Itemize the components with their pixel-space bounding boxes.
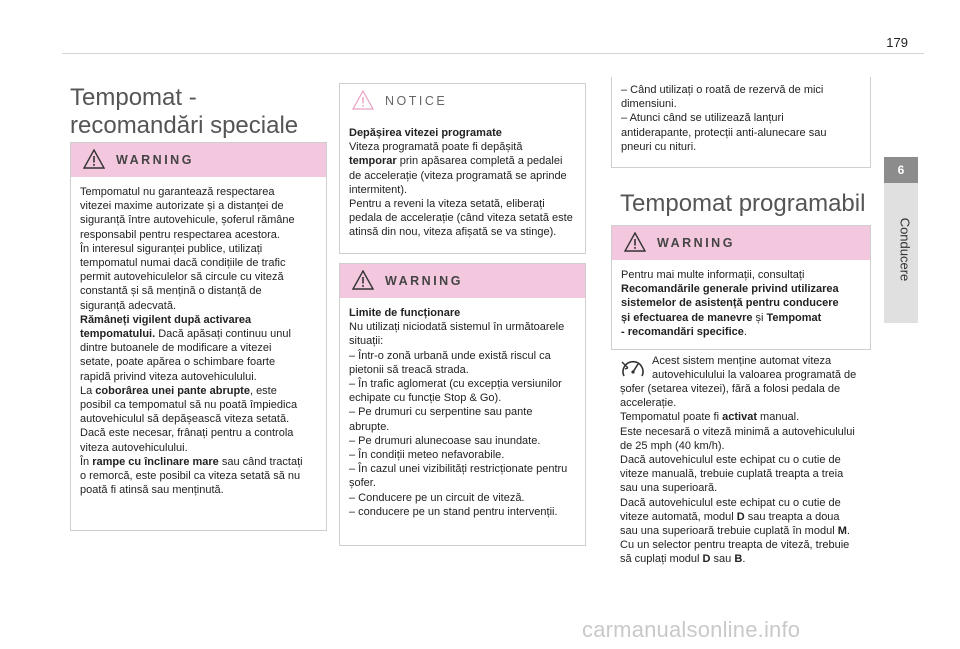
warning-triangle-icon — [352, 270, 374, 290]
notice-triangle-icon — [352, 90, 374, 110]
limits-warning-body: Limite de funcționare Nu utilizați niciodată sistemul în următoarele situații: – Într-o zonă urbană unde există riscul ca pietonii să treacă strada. – În trafic aglomerat (cu excepția versiunilor echipate cu funcție Stop & Go). – Pe drumuri cu serpentine sau pante abrupte. – Pe drumuri alunecoase sau inundate. – În condiții meteo nefavorabile. – În cazul unei vizibilități restricționate pentru șofer. – Conducere pe un circuit de viteză. – conducere pe un stand pentru intervenții. — [349, 307, 568, 518]
info-warning-header — [612, 226, 870, 260]
page-number: 179 — [886, 35, 908, 50]
limits-warning-header — [340, 264, 585, 298]
notice-label: NOTICE — [385, 94, 448, 108]
watermark-text: carmanualsonline.info — [582, 617, 801, 642]
info-warning-body: Pentru mai multe informații, consultați Recomandările generale privind utilizarea sistemelor de asistență pentru conducere și efectuarea de manevre și Tempomat - recomandări specifice. — [621, 269, 839, 338]
continued-box — [611, 77, 871, 168]
warning-header — [71, 143, 326, 177]
programmable-body: șofer (setarea vitezei), fără a folosi pedala de accelerație. Tempomatul poate fi activat manual. Este necesară o viteză minimă a autovehiculului de 25 mph (40 km/h). Dacă autovehiculul este echipat cu o cutie de viteze manuală, trebuie cuplată treapta a treia sau una superioară. Dacă autovehiculul este echipat cu o cutie de viteze automată, modul D sau treapta a doua sau una superioară trebuie cuplată în modul M. Cu un selector pentru treapta de viteză, trebuie să cuplați modul D sau B. — [620, 383, 855, 566]
warning-box — [70, 142, 327, 531]
notice-header — [340, 84, 585, 118]
header-divider — [62, 53, 924, 54]
section-title-programmable: Tempomat programabil — [620, 190, 866, 217]
speedometer-icon — [620, 356, 646, 382]
programmable-intro: Acest sistem menține automat viteza autovehiculului la valoarea programată de — [652, 355, 857, 382]
section-title: Tempomat - recomandări speciale — [70, 84, 299, 139]
warning-label: WARNING — [116, 153, 194, 167]
warning-label: WARNING — [385, 274, 463, 288]
warning-triangle-icon — [83, 149, 105, 169]
notice-body: Depășirea vitezei programate Viteza programată poate fi depășită temporar prin apăsarea completă a pedalei de accelerație (viteza programată se aprinde intermitent). Pentru a reveni la viteza setată, eliberați pedala de accelerație (când viteza setată este atinsă din nou, viteza afișată se va stinge). — [349, 127, 573, 239]
warning-body: Tempomatul nu garantează respectarea vitezei maxime autorizate și a distanței de siguranță între autovehicule, șoferul rămâne responsabil pentru respectarea acestora. În interesul siguranței publice, utilizați tempomatul numai dacă condițiile de trafic permit autovehiculelor să circule cu viteză constantă și să mențină o distanță de siguranță adecvată. Rămâneți vigilent după activarea tempomatului. Dacă apăsați continuu unul dintre butoanele de modificare a vitezei setate, poate apărea o schimbare foarte rapidă privind viteza autovehiculului. La coborârea unei pante abrupte, este posibil ca tempomatul să nu poată împiedica autovehiculul să depășească viteza setată. Dacă este necesar, frânați pentru a controla viteza autovehiculului. În rampe cu înclinare mare sau când tractați o remorcă, este posibil ca viteza setată să nu poată fi atinsă sau menținută. — [80, 186, 303, 497]
warning-label: WARNING — [657, 236, 735, 250]
chapter-title-vertical: Conducere — [897, 217, 913, 282]
notice-box — [339, 83, 586, 254]
continued-box-body: – Când utilizați o roată de rezervă de mici dimensiuni. – Atunci când se utilizează lanțuri antiderapante, protecții anti-alunecare sau pneuri cu nituri. — [621, 84, 827, 153]
info-warning-box — [611, 225, 871, 350]
chapter-number-tab[interactable]: 6 — [884, 157, 918, 183]
warning-triangle-icon — [624, 232, 646, 252]
limits-warning-box — [339, 263, 586, 546]
